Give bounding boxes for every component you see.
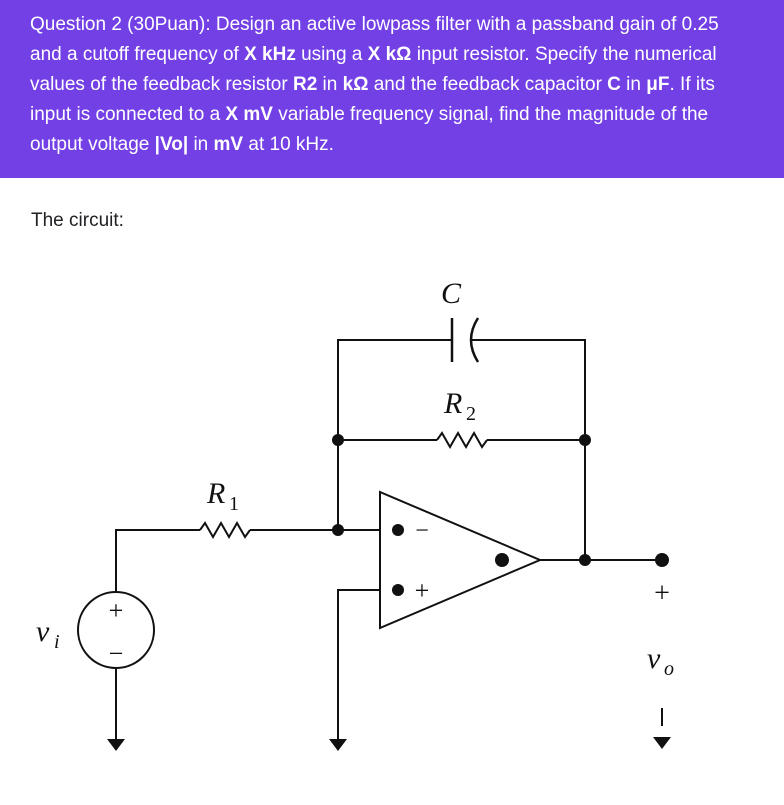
question-bold-mv: X mV: [225, 104, 273, 125]
question-text: [30, 10, 754, 160]
question-header: [0, 0, 784, 178]
r2-resistor-symbol: [437, 433, 487, 447]
question-text-part: input resistor. Specify the numerical values of the feedback resistor: [30, 44, 717, 95]
node-opamp-output: [495, 553, 509, 567]
ground-arrow-source: [107, 739, 125, 751]
question-bold-kohm: kΩ: [342, 74, 369, 95]
output-plus-sign: +: [654, 578, 670, 609]
node-opamp-plus: [392, 584, 404, 596]
circuit-diagram: [0, 250, 784, 805]
vo-label: v: [647, 642, 661, 675]
node-r2-right: [579, 434, 591, 446]
r2-label: R: [444, 387, 463, 420]
capacitor-label: C: [440, 277, 462, 310]
vi-label: v: [36, 615, 50, 648]
question-text-part: using a: [295, 44, 368, 65]
source-plus-sign: +: [108, 596, 124, 625]
opamp-minus-sign: −: [415, 518, 429, 544]
source-minus-sign: −: [108, 639, 124, 668]
r1-subscript: 1: [229, 493, 239, 515]
ground-arrow-output: [653, 737, 671, 749]
question-text-part: and the feedback capacitor: [368, 74, 608, 95]
node-r1-junction: [332, 524, 344, 536]
question-bold-vo: |Vo|: [154, 134, 189, 155]
question-text-part: in: [620, 74, 647, 95]
opamp-triangle: [380, 492, 540, 628]
r2-subscript: 2: [466, 403, 476, 425]
vi-subscript: i: [54, 631, 60, 653]
question-bold-resistor: X kΩ: [367, 44, 412, 65]
question-text-part: variable frequency signal, find the magnitude of the output voltage: [30, 104, 709, 155]
question-bold-uf: μF: [646, 74, 670, 95]
circuit-label: The circuit:: [31, 210, 124, 231]
node-r2-left: [332, 434, 344, 446]
node-output-terminal: [655, 553, 669, 567]
question-bold-r2: R2: [292, 74, 318, 95]
question-text-part: Question 2 (30Puan): Design an active lowpass filter with a passband gain of 0.25 and a cutoff frequency of: [30, 14, 719, 65]
question-text-part: . If its input is connected to a: [30, 74, 715, 125]
ground-arrows: [107, 737, 671, 751]
question-bold-mv-unit: mV: [213, 134, 244, 155]
question-bold-frequency: X kHz: [244, 44, 296, 65]
ground-arrow-plus: [329, 739, 347, 751]
opamp-plus-sign: +: [414, 576, 430, 605]
question-text-part: in: [317, 74, 343, 95]
question-text-part: at 10 kHz.: [243, 134, 334, 155]
question-text-part: in: [188, 134, 214, 155]
r1-label: R: [207, 477, 226, 510]
node-opamp-minus: [392, 524, 404, 536]
r1-resistor-symbol: [200, 523, 250, 537]
question-bold-c: C: [607, 74, 621, 95]
wire-cap-left: [338, 340, 452, 440]
vo-subscript: o: [664, 658, 674, 680]
node-output-junction: [579, 554, 591, 566]
wire-cap-right: [471, 340, 585, 441]
